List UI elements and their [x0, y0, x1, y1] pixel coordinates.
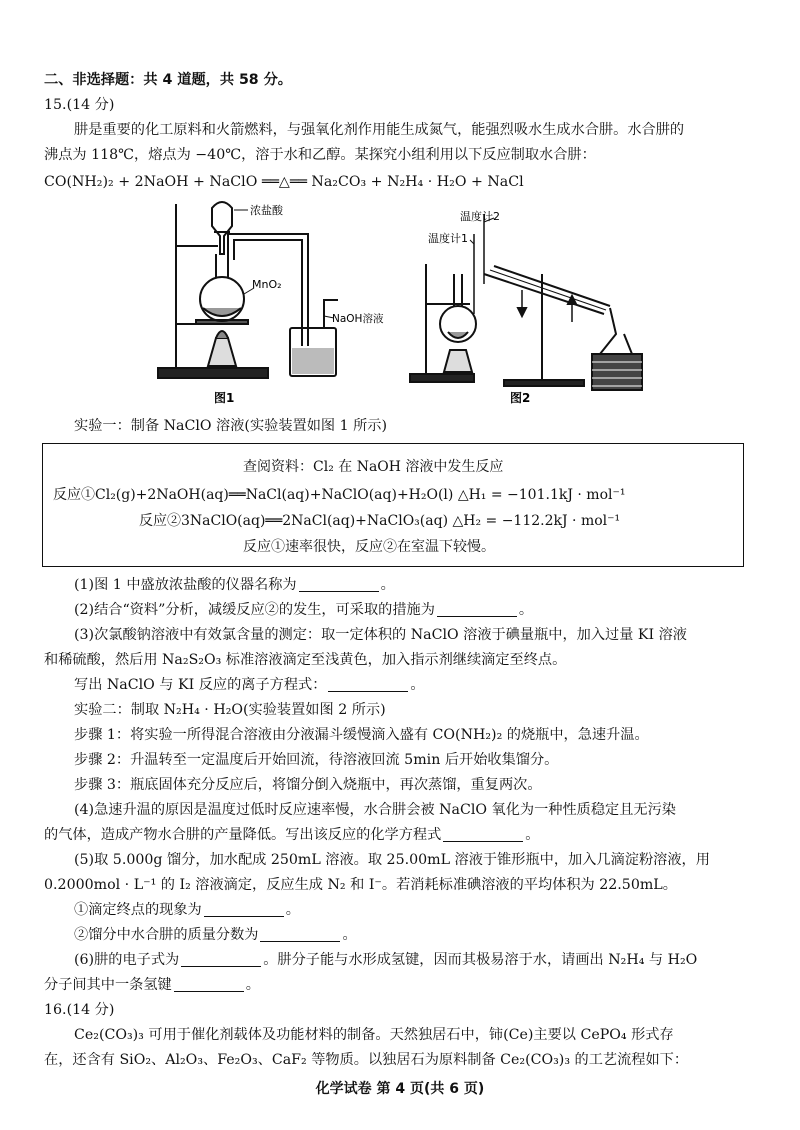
- label-mno2: MnO₂: [252, 278, 282, 291]
- reference-title: 查阅资料：Cl₂ 在 NaOH 溶液中发生反应: [243, 459, 504, 475]
- q16-line2: 在，还含有 SiO₂、Al₂O₃、Fe₂O₃、CaF₂ 等物质。以独居石为原料制备 Ce₂(CO₃)₃ 的工艺流程如下：: [44, 1052, 689, 1068]
- sub-question-5-b: ②馏分中水合肼的质量分数为 。: [74, 927, 357, 943]
- sub-question-2: (2)结合“资料”分析，减缓反应②的发生，可采取的措施为 。: [74, 602, 534, 618]
- reaction-1: 反应①Cl₂(g)+2NaOH(aq)══NaCl(aq)+NaClO(aq)+H₂O(l) △H₁ = −101.1kJ · mol⁻¹: [53, 487, 626, 503]
- q16-line1: Ce₂(CO₃)₃ 可用于催化剂载体及功能材料的制备。天然独居石中，铈(Ce)主要以 CePO₄ 形式存: [74, 1027, 674, 1043]
- reference-box: [42, 443, 744, 567]
- page-footer: 化学试卷 第 4 页(共 6 页): [315, 1081, 485, 1097]
- section-header: 二、非选择题：共 4 道题，共 58 分。: [44, 72, 292, 88]
- figure-2-caption: 图2: [510, 391, 531, 405]
- reaction-2: 反应②3NaClO(aq)══2NaCl(aq)+NaClO₃(aq) △H₂ = −112.2kJ · mol⁻¹: [139, 513, 621, 529]
- sub-question-4-line1: (4)急速升温的原因是温度过低时反应速率慢，水合肼会被 NaClO 氧化为一种性质稳定且无污染: [74, 802, 676, 818]
- q15-intro-line1: 肼是重要的化工原料和火箭燃料，与强氧化剂作用能生成氮气，能强烈吸水生成水合肼。水合肼的: [74, 122, 685, 138]
- step-1: 步骤 1：将实验一所得混合溶液由分液漏斗缓慢滴入盛有 CO(NH₂)₂ 的烧瓶中，急速升温。: [74, 727, 649, 743]
- sub-question-5-line1: (5)取 5.000g 馏分，加水配成 250mL 溶液。取 25.00mL 溶液于锥形瓶中，加入几滴淀粉溶液，用: [74, 852, 710, 868]
- q15-intro-line2: 沸点为 118℃，熔点为 −40℃，溶于水和乙醇。某探究小组利用以下反应制取水合肼：: [44, 147, 596, 163]
- question-15-number: 15.(14 分): [44, 97, 115, 113]
- label-thermometer-1: 温度计1: [428, 232, 468, 245]
- sub-question-6-line1: (6)肼的电子式为 。肼分子能与水形成氢键，因而其极易溶于水，请画出 N₂H₄ 与 H₂O: [74, 952, 698, 968]
- sub-question-4-line2: 的气体，造成产物水合肼的产量降低。写出该反应的化学方程式 。: [44, 827, 540, 843]
- sub-question-3-write: 写出 NaClO 与 KI 反应的离子方程式： 。: [74, 677, 425, 693]
- sub-question-1: (1)图 1 中盛放浓盐酸的仪器名称为 。: [74, 577, 395, 593]
- sub-question-3-line2: 和稀硫酸，然后用 Na₂S₂O₃ 标准溶液滴定至浅黄色，加入指示剂继续滴定至终点。: [44, 652, 567, 668]
- figure-2-apparatus: [404, 204, 672, 408]
- label-thermometer-2: 温度计2: [460, 210, 500, 223]
- question-16-number: 16.(14 分): [44, 1002, 115, 1018]
- figure-1-caption: 图1: [214, 391, 235, 405]
- experiment-2-title: 实验二：制取 N₂H₄ · H₂O(实验装置如图 2 所示): [74, 702, 386, 718]
- sub-question-5-a: ①滴定终点的现象为 。: [74, 902, 300, 918]
- label-conc-hcl: 浓盐酸: [250, 204, 283, 217]
- experiment-1-title: 实验一：制备 NaClO 溶液(实验装置如图 1 所示): [74, 418, 388, 434]
- sub-question-6-line2: 分子间其中一条氢键 。: [44, 977, 260, 993]
- sub-question-3-line1: (3)次氯酸钠溶液中有效氯含量的测定：取一定体积的 NaClO 溶液于碘量瓶中，加入过量 KI 溶液: [74, 627, 687, 643]
- q15-main-equation: CO(NH₂)₂ + 2NaOH + NaClO ══△══ Na₂CO₃ + N₂H₄ · H₂O + NaCl: [44, 174, 524, 190]
- step-2: 步骤 2：升温转至一定温度后开始回流，待溶液回流 5min 后开始收集馏分。: [74, 752, 559, 768]
- reaction-note: 反应①速率很快，反应②在室温下较慢。: [243, 539, 495, 555]
- label-naoh-solution: NaOH溶液: [332, 313, 384, 325]
- sub-question-5-line2: 0.2000mol · L⁻¹ 的 I₂ 溶液滴定，反应生成 N₂ 和 I⁻。若消耗标准碘溶液的平均体积为 22.50mL。: [44, 877, 677, 893]
- figure-1-apparatus: [148, 196, 388, 408]
- step-3: 步骤 3：瓶底固体充分反应后，将馏分倒入烧瓶中，再次蒸馏，重复两次。: [74, 777, 542, 793]
